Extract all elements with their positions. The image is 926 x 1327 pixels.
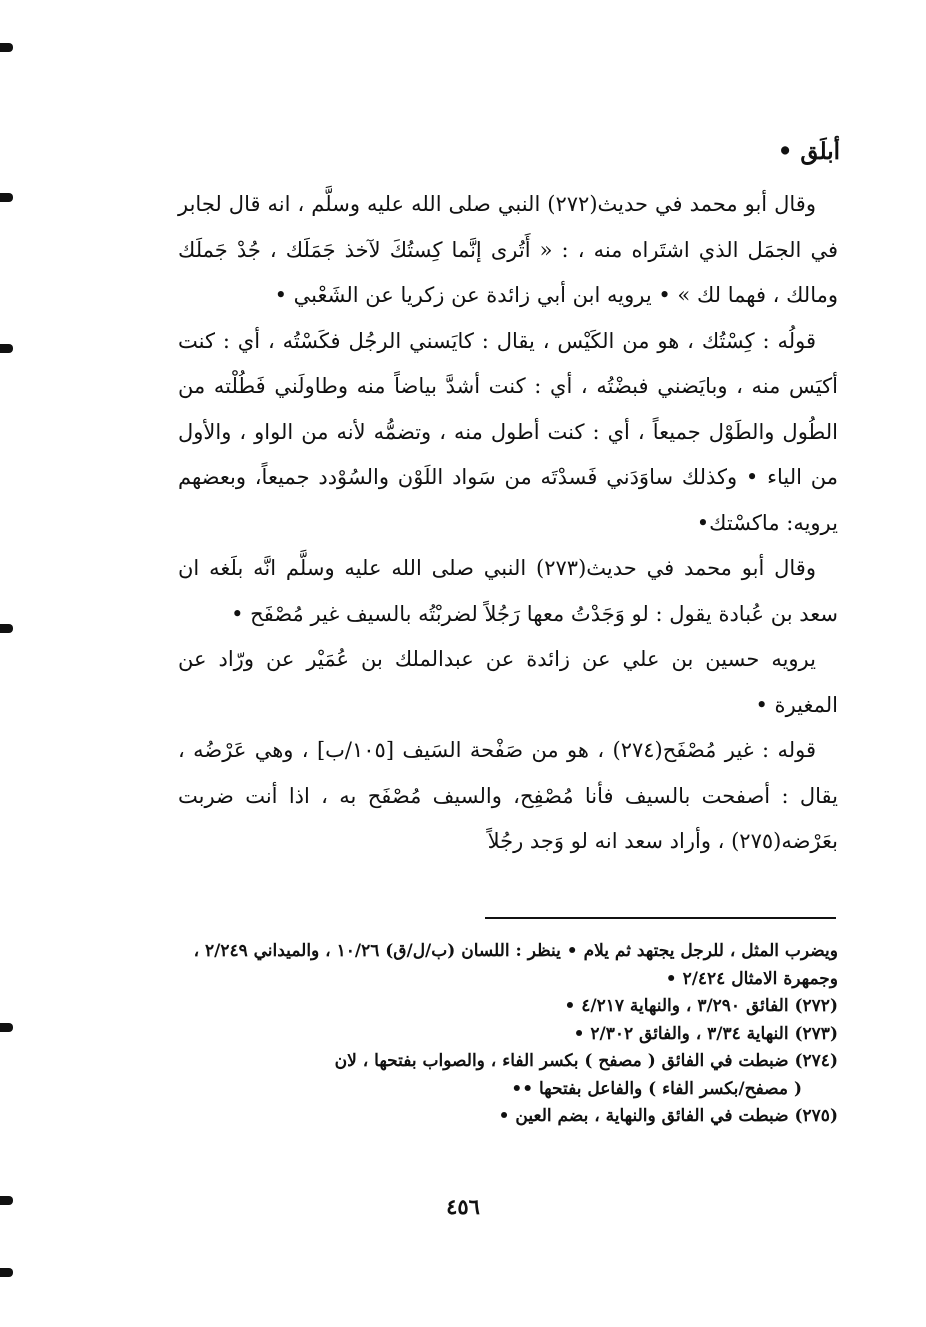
footnote-continuation: ( مصفح/بكسر الفاء ) والفاعل بفتحها •• [511,1078,802,1099]
footnote-divider [485,917,836,919]
paragraph: وقال أبو محمد في حديث(٢٧٣) النبي صلى الله عليه وسلَّم انَّه بلَغه ان سعد بن عُبادة يقول : لو وَجَدْتُ معها رَجُلاً لضربْتُه بالسيف غير مُصْفَح • [178,556,838,626]
edge-mark [0,1268,13,1277]
entry-heading: أبلَق • [777,138,840,165]
edge-mark [0,1023,13,1032]
edge-mark [0,193,13,202]
footnote: (٢٧٥) ضبطت في الفائق والنهاية ، بضم العين • [498,1106,838,1126]
footnote: (٢٧٢) الفائق ٣/٢٩٠ ، والنهاية ٤/٢١٧ • [564,996,838,1016]
main-text [178,182,838,865]
footnote: (٢٧٣) النهاية ٣/٣٤ ، والفائق ٢/٣٠٢ • [573,1023,838,1044]
edge-mark [0,344,13,353]
paragraph: يرويه حسين بن علي عن زائدة عن عبدالملك بن عُمَيْر عن ورّاد عن المغيرة • [178,647,838,717]
paragraph: قوله : غير مُصْفَح(٢٧٤) ، هو من صَفْحة السَيف [١٠٥/ب] ، وهي عَرْضُه ، يقال : أصفحت بالسيف فأنا مُصْفِح، والسيف مُصْفَح به ، اذا أنت ضربت بعَرْضه(٢٧٥) ، وأراد سعد انه لو وَجد رجُلاً [178,738,838,853]
paragraph: وقال أبو محمد في حديث(٢٧٢) النبي صلى الله عليه وسلَّم ، انه قال لجابر في الجمَل الذي اشتَراه منه ، : « أَتُرى إنَّما كِستُكَ لآخذ جَمَلَك ، جُدْ جَملَك ومالك ، فهما لك » • يرويه ابن أبي زائدة عن زكريا عن الشَعْبي • [178,192,838,307]
binding-edge-marks [0,0,16,1327]
footnote: (٢٧٤) ضبطت في الفائق ( مصفح ) بكسر الفاء ، والصواب بفتحها ، لان [334,1051,838,1071]
paragraph: قولُه : كِسْتُك ، هو من الكَيْس ، يقال : كايَسني الرجُل فكَسْتُه ، أي : كنت أكيَس منه ، وبايَضني فبضْتُه ، أي : كنت أشدَّ بياضاً منه وطاولَني فَطُلْته من الطُول والطَوْل جميعاً ، أي : كنت أطول منه ، وتضمُّه لأنه من الواو ، والأول من الياء • وكذلك ساوَدَني فَسدْتَه من سَواد اللَوْن والسُوْدد جميعاً، وبعضهم يرويه: ماكسْتك• [178,328,838,535]
footnote: ويضرب المثل ، للرجل يجتهد ثم يلام • ينظر : اللسان (ب/ل/ق) ١٠/٢٦ ، والميداني ٢/٢٤٩ ، وجمهرة الامثال ٢/٤٢٤ • [193,941,838,989]
edge-mark [0,43,13,52]
edge-mark [0,624,13,633]
page-number: ٤٥٦ [446,1194,480,1219]
footnotes [176,938,838,1131]
